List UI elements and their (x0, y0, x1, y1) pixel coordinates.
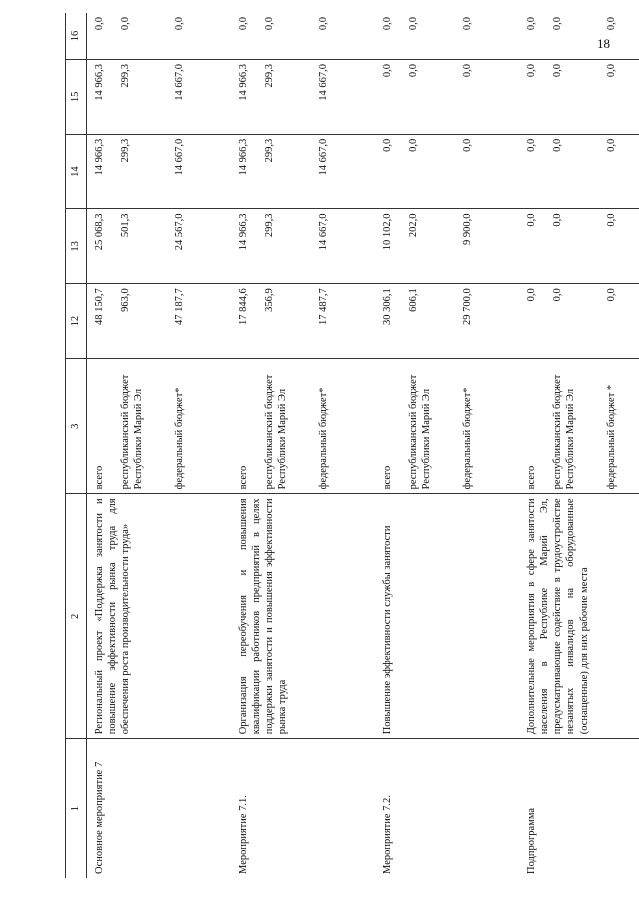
spacer-cell (355, 494, 379, 739)
value: 14 966,3 (238, 213, 249, 251)
value: 14 966,3 (238, 63, 249, 101)
header-cell: 16 (66, 13, 87, 59)
spacer-cell (211, 284, 235, 359)
spacer-cell (355, 59, 379, 134)
value: 0,0 (606, 288, 617, 302)
value-cell-15 (523, 59, 639, 134)
spacer-cell (499, 284, 523, 359)
value: 14 667,0 (174, 138, 185, 176)
event-description-cell (379, 494, 499, 739)
row-spacer (355, 13, 379, 878)
event-name-cell (87, 739, 212, 878)
value: 0,0 (552, 213, 563, 227)
spacer-cell (211, 209, 235, 284)
value-cell-13 (235, 209, 355, 284)
value: 47 187,7 (174, 288, 185, 325)
value: 17 487,7 (318, 288, 329, 325)
spacer-cell (211, 739, 235, 878)
value: 14 667,0 (318, 138, 329, 176)
value: 14 667,0 (318, 63, 329, 101)
spacer-cell (499, 739, 523, 878)
event-name: Мероприятие 7.1. (238, 795, 249, 874)
header-cell: 13 (66, 209, 87, 284)
value-cell-13 (379, 209, 499, 284)
funding-source: республиканский бюджет Республики Марий Эл (264, 374, 289, 490)
header-row (66, 13, 87, 878)
value-cell-12 (235, 284, 355, 359)
event-description: Дополнительные мероприятия в сфере занятости населения в Республике Марий Эл, предусматривающие содействие в трудоустройстве незанятых инвалидов на оборудованные (оснащенные) для них рабочие места (526, 498, 590, 735)
value-cell-15 (379, 59, 499, 134)
value: 299,3 (264, 63, 275, 88)
funding-source: федеральный бюджет* (174, 387, 185, 490)
value: 202,0 (408, 213, 419, 238)
value: 299,3 (264, 213, 275, 238)
table-row (379, 13, 499, 878)
header-cell: 14 (66, 134, 87, 209)
value: 0,0 (174, 17, 185, 31)
event-name-cell (523, 739, 639, 878)
value: 0,0 (526, 288, 537, 302)
value: 0,0 (408, 63, 419, 78)
funding-source: федеральный бюджет* (318, 387, 329, 490)
event-name: Мероприятие 7.2. (382, 795, 393, 874)
value: 0,0 (382, 17, 393, 31)
event-description: Повышение эффективности службы занятости (382, 525, 393, 735)
funding-source: всего (238, 465, 249, 490)
spacer-cell (499, 134, 523, 209)
value: 0,0 (552, 288, 563, 302)
value-cell-13 (87, 209, 212, 284)
value: 0,0 (606, 17, 617, 31)
event-name: Подпрограмма (526, 807, 537, 874)
value: 963,0 (120, 288, 131, 312)
value-cell-16 (523, 13, 639, 59)
value: 0,0 (552, 138, 563, 152)
value: 9 900,0 (462, 213, 473, 245)
header-cell: 1 (66, 739, 87, 878)
value: 0,0 (264, 17, 275, 31)
event-description: Региональный проект «Поддержка занятости и повышение эффективности рынка труда для обеспечения роста производительности труда» (94, 498, 132, 735)
spacer-cell (355, 359, 379, 494)
value: 14 966,3 (94, 138, 105, 176)
value: 501,3 (120, 213, 131, 238)
value-cell-14 (379, 134, 499, 209)
value: 606,1 (408, 288, 419, 312)
value: 24 567,0 (174, 213, 185, 251)
funding-source: республиканский бюджет Республики Марий Эл (408, 374, 433, 490)
spacer-cell (355, 13, 379, 59)
header-cell: 15 (66, 59, 87, 134)
funding-source-cell (523, 359, 639, 494)
table-row (523, 13, 639, 878)
value: 0,0 (552, 17, 563, 31)
spacer-cell (355, 209, 379, 284)
header-cell: 12 (66, 284, 87, 359)
value: 0,0 (94, 17, 105, 31)
value: 0,0 (462, 17, 473, 31)
spacer-cell (355, 134, 379, 209)
value-cell-14 (523, 134, 639, 209)
event-description: Организация переобучения и повышения квалификации работников предприятий в целях поддержки занятости и повышения эффективности рынка труда (238, 498, 289, 735)
event-name-cell (379, 739, 499, 878)
value: 25 068,3 (94, 213, 105, 251)
funding-source-cell (379, 359, 499, 494)
spacer-cell (211, 134, 235, 209)
event-description-cell (87, 494, 212, 739)
value: 0,0 (238, 17, 249, 31)
value: 299,3 (264, 138, 275, 163)
value: 0,0 (552, 63, 563, 78)
spacer-cell (211, 59, 235, 134)
event-description-cell (235, 494, 355, 739)
value-cell-16 (87, 13, 212, 59)
value: 30 306,1 (382, 288, 393, 325)
spacer-cell (211, 494, 235, 739)
header-cell: 3 (66, 359, 87, 494)
funding-source-cell (235, 359, 355, 494)
funding-source: республиканский бюджет Республики Марий Эл (120, 374, 145, 490)
spacer-cell (355, 739, 379, 878)
value-cell-14 (87, 134, 212, 209)
value: 17 844,6 (238, 288, 249, 325)
spacer-cell (211, 13, 235, 59)
spacer-cell (355, 284, 379, 359)
value: 0,0 (408, 17, 419, 31)
value-cell-12 (87, 284, 212, 359)
value: 14 667,0 (318, 213, 329, 251)
value: 0,0 (606, 63, 617, 78)
value: 0,0 (318, 17, 329, 31)
value: 0,0 (526, 17, 537, 31)
spacer-cell (499, 359, 523, 494)
value-cell-12 (379, 284, 499, 359)
value: 299,3 (120, 63, 131, 88)
event-description-cell (523, 494, 639, 739)
value: 29 700,0 (462, 288, 473, 325)
spacer-cell (499, 59, 523, 134)
value-cell-16 (235, 13, 355, 59)
funding-source: всего (526, 465, 537, 490)
spacer-cell (499, 13, 523, 59)
value-cell-13 (523, 209, 639, 284)
value-cell-14 (235, 134, 355, 209)
value: 0,0 (120, 17, 131, 31)
funding-source: федеральный бюджет * (606, 384, 617, 490)
funding-source: республиканский бюджет Республики Марий Эл (552, 374, 577, 490)
value-cell-15 (235, 59, 355, 134)
value: 0,0 (606, 213, 617, 227)
table-row (235, 13, 355, 878)
value: 14 966,3 (94, 63, 105, 101)
spacer-cell (499, 209, 523, 284)
event-name: Основное мероприятие 7 (94, 761, 105, 874)
value: 14 667,0 (174, 63, 185, 101)
rotated-table-container (65, 13, 617, 878)
budget-table (65, 13, 639, 878)
value-cell-12 (523, 284, 639, 359)
funding-source: всего (94, 465, 105, 490)
value: 356,9 (264, 288, 275, 312)
page-number: 18 (597, 36, 610, 51)
value: 0,0 (526, 213, 537, 227)
value: 0,0 (382, 138, 393, 152)
funding-source: всего (382, 465, 393, 490)
spacer-cell (499, 494, 523, 739)
value: 48 150,7 (94, 288, 105, 325)
value: 0,0 (408, 138, 419, 152)
value: 0,0 (606, 138, 617, 152)
funding-source-cell (87, 359, 212, 494)
value: 14 966,3 (238, 138, 249, 176)
event-name-cell (235, 739, 355, 878)
spacer-cell (211, 359, 235, 494)
value: 0,0 (462, 63, 473, 78)
value: 10 102,0 (382, 213, 393, 251)
value: 0,0 (462, 138, 473, 152)
value-cell-15 (87, 59, 212, 134)
value: 0,0 (526, 63, 537, 78)
value: 0,0 (382, 63, 393, 78)
funding-source: федеральный бюджет* (462, 387, 473, 490)
row-spacer (211, 13, 235, 878)
value: 0,0 (526, 138, 537, 152)
value-cell-16 (379, 13, 499, 59)
row-spacer (499, 13, 523, 878)
table-row (87, 13, 212, 878)
header-cell: 2 (66, 494, 87, 739)
value: 299,3 (120, 138, 131, 163)
